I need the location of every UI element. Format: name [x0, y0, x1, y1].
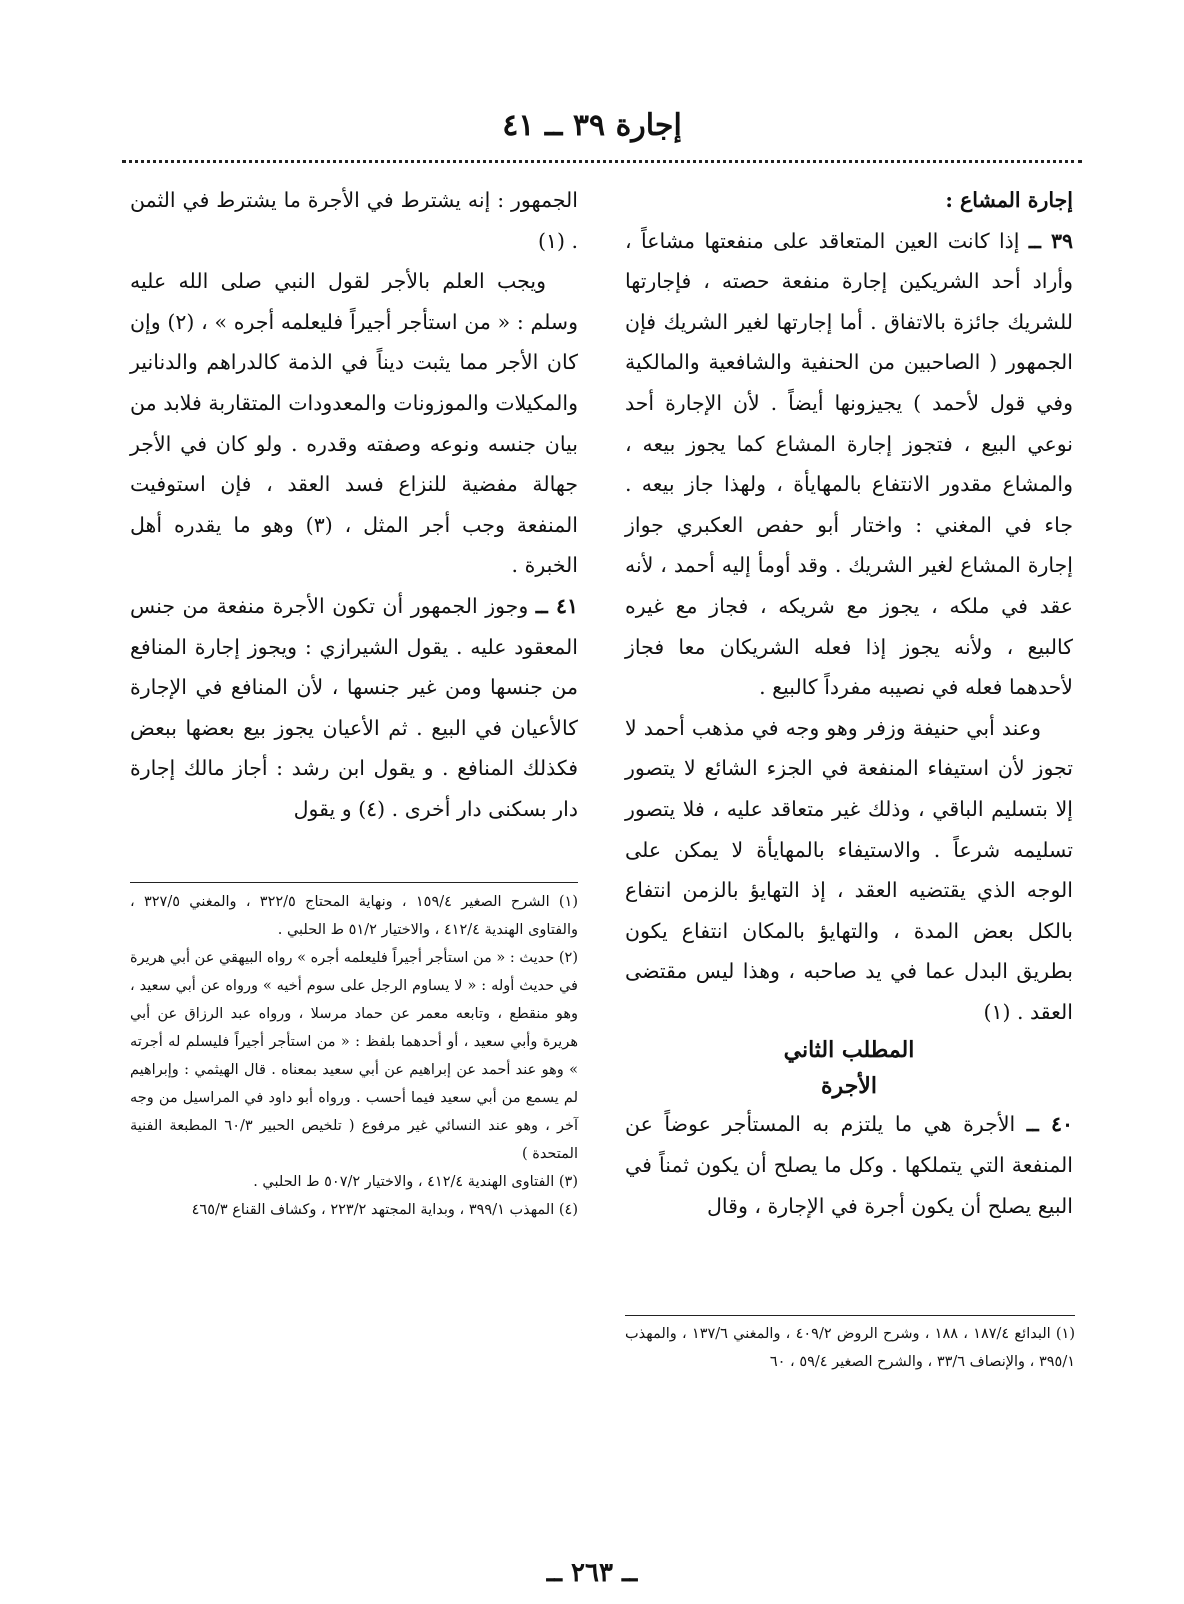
footnote: (٣) الفتاوى الهندية ٤١٢/٤ ، والاختيار ٥٠٧/٢ ط الحلبي .	[253, 1174, 578, 1190]
paragraph-40	[625, 1104, 1073, 1226]
paragraph-40-continued: الجمهور : إنه يشترط في الأجرة ما يشترط في الثمن . (١)	[130, 188, 578, 253]
paragraph-41-number: ٤١ ــ	[535, 593, 578, 618]
section-title: المطلب الثاني	[783, 1037, 915, 1064]
footnote-rule-right	[625, 1315, 1075, 1316]
paragraph-39	[625, 221, 1073, 708]
header-dotted-rule	[122, 160, 1082, 163]
footnote: (٤) المهذب ٣٩٩/١ ، وبداية المجتهد ٢٢٣/٢ ، وكشاف القناع ٤٦٥/٣	[191, 1202, 578, 1218]
section-subtitle: الأجرة	[821, 1073, 877, 1100]
paragraph-39-number: ٣٩ ــ	[1028, 228, 1073, 253]
paragraph-40-text: الأجرة هي ما يلتزم به المستأجر عوضاً عن المنفعة التي يتملكها . وكل ما يصلح أن يكون ثمناً في البيع يصلح أن يكون أجرة في الإجارة ، وقال	[625, 1112, 1073, 1218]
footnotes-left	[130, 888, 578, 1224]
footnote-rule-left	[130, 882, 578, 883]
paragraph-39-text: إذا كانت العين المتعاقد على منفعتها مشاعاً ، وأراد أحد الشريكين إجارة منفعة حصته ، فإجارتها للشريك جائزة بالاتفاق . أما إجارتها لغير الشريك فإن الجمهور ( الصاحبين من الحنفية والشافعية والمالكية وفي قول لأحمد ) يجيزونها أيضاً . لأن الإجارة أحد نوعي البيع ، فتجوز إجارة المشاع كما يجوز بيعه ، والمشاع مقدور الانتفاع بالمهايأة ، ولهذا جاز بيعه . جاء في المغني : واختار أبو حفص العكبري جواز إجارة المشاع لغير الشريك . وقد أومأ إليه أحمد ، لأنه عقد في ملكه ، يجوز مع شريكه ، فجاز مع غيره كالبيع ، ولأنه يجوز إذا فعله الشريكان معا فجاز لأحدهما فعله في نصيبه مفرداً كالبيع .	[625, 228, 1073, 700]
paragraph-39-continued: وعند أبي حنيفة وزفر وهو وجه في مذهب أحمد لا تجوز لأن استيفاء المنفعة في الجزء الشائع لا يتصور إلا بتسليم الباقي ، وذلك غير متعاقد عليه ، فلا يتصور تسليمه شرعاً . والاستيفاء بالمهايأة لا يمكن على الوجه الذي يقتضيه العقد ، إذ التهايؤ بالزمن انتفاع بالكل بعض المدة ، والتهايؤ بالمكان انتفاع يكون بطريق البدل عما في يد صاحبه ، وهذا ليس مقتضى العقد . (١)	[625, 715, 1073, 1024]
left-column	[130, 180, 578, 830]
footnotes-right	[625, 1320, 1075, 1376]
footnote: (١) البدائع ١٨٧/٤ ، ١٨٨ ، وشرح الروض ٤٠٩/٢ ، والمغني ١٣٧/٦ ، والمهذب ٣٩٥/١ ، والإنصاف ٣٣/٦ ، والشرح الصغير ٥٩/٤ ، ٦٠	[625, 1326, 1075, 1370]
right-column	[625, 180, 1073, 1226]
subheading-mushaa: إجارة المشاع :	[945, 188, 1073, 212]
paragraph-41-text: وجوز الجمهور أن تكون الأجرة منفعة من جنس المعقود عليه . يقول الشيرازي : ويجوز إجارة المنافع من جنسها ومن غير جنسها ، لأن المنافع في الإجارة كالأعيان في البيع . ثم الأعيان يجوز بيع بعضها ببعض فكذلك المنافع . و يقول ابن رشد : أجاز مالك إجارة دار بسكنى دار أخرى . (٤) و يقول	[130, 593, 578, 821]
paragraph-41	[130, 586, 578, 830]
paragraph-ujra-knowledge: ويجب العلم بالأجر لقول النبي صلى الله عليه وسلم : « من استأجر أجيراً فليعلمه أجره » ، (٢) وإن كان الأجر مما يثبت ديناً في الذمة كالدراهم والدنانير والمكيلات والموزونات والمعدودات المتقاربة فلابد من بيان جنسه ونوعه وصفته وقدره . ولو كان في الأجر جهالة مفضية للنزاع فسد العقد ، فإن استوفيت المنفعة وجب أجر المثل ، (٣) وهو ما يقدره أهل الخبرة .	[130, 269, 578, 578]
page-number: ــ ٢٦٣ ــ	[546, 1558, 638, 1588]
page-header: إجارة ٣٩ ــ ٤١	[502, 108, 682, 143]
footnote: (٢) حديث : « من استأجر أجيراً فليعلمه أجره » رواه البيهقي عن أبي هريرة في حديث أوله : « لا يساوم الرجل على سوم أخيه » ورواه عن أبي سعيد ، وهو منقطع ، وتابعه معمر عن حماد مرسلا ، ورواه عبد الرزاق عن أبي هريرة وأبي سعيد ، أو أحدهما بلفظ : « من استأجر أجيراً فليسلم له أجرته » وهو عند أحمد عن إبراهيم عن أبي سعيد بمعناه . قال الهيثمي : وإبراهيم لم يسمع من أبي سعيد فيما أحسب . ورواه أبو داود في المراسيل من وجه آخر ، وهو عند النسائي غير مرفوع ( تلخيص الحبير ٦٠/٣ المطبعة الفنية المتحدة )	[130, 950, 578, 1162]
footnote: (١) الشرح الصغير ١٥٩/٤ ، ونهاية المحتاج ٣٢٢/٥ ، والمغني ٣٢٧/٥ ، والفتاوى الهندية ٤١٢/٤ ، والاختيار ٥١/٢ ط الحلبي .	[130, 894, 578, 938]
paragraph-40-number: ٤٠ ــ	[1026, 1112, 1073, 1137]
